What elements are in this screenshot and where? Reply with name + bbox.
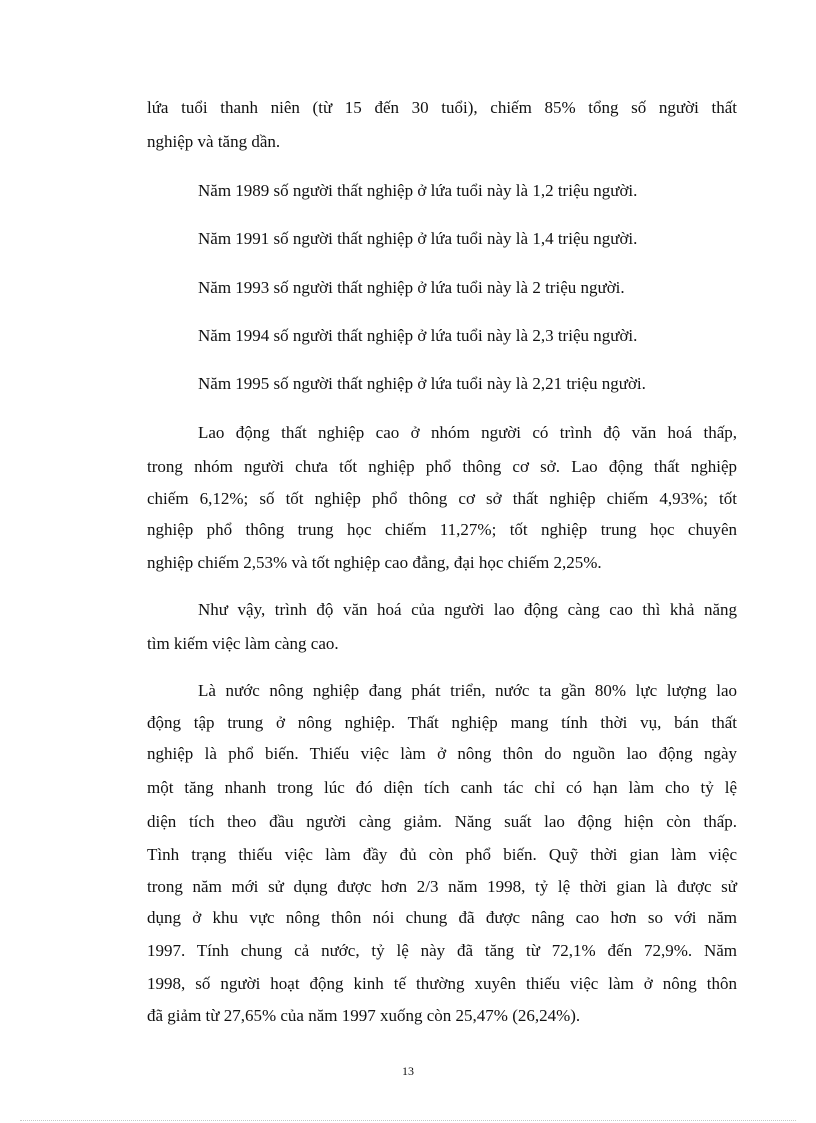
text-line: Lao động thất nghiệp cao ở nhóm người có trình độ văn hoá thấp, [198, 423, 737, 442]
text-line: diện tích theo đầu người càng giảm. Năng suất lao động hiện còn thấp. [147, 812, 737, 831]
text-line: nghiệp chiếm 2,53% và tốt nghiệp cao đẳng, đại học chiếm 2,25%. [147, 553, 602, 572]
text-line: nghiệp phổ thông trung học chiếm 11,27%; tốt nghiệp trung học chuyên [147, 520, 737, 539]
page-bottom-divider [20, 1120, 796, 1121]
text-line: trong nhóm người chưa tốt nghiệp phổ thông cơ sở. Lao động thất nghiệp [147, 457, 737, 476]
text-line: nghiệp và tăng dần. [147, 132, 281, 151]
text-line: nghiệp là phổ biến. Thiếu việc làm ở nông thôn do nguồn lao động ngày [147, 744, 737, 763]
page-number: 13 [402, 1064, 414, 1078]
list-line: Năm 1991 số người thất nghiệp ở lứa tuổi này là 1,4 triệu người. [198, 229, 638, 248]
list-line: Năm 1989 số người thất nghiệp ở lứa tuổi này là 1,2 triệu người. [198, 181, 638, 200]
text-line: dụng ở khu vực nông thôn nói chung đã được nâng cao hơn so với năm [147, 908, 737, 927]
text-line: Như vậy, trình độ văn hoá của người lao động càng cao thì khả năng [198, 600, 737, 619]
text-line: chiếm 6,12%; số tốt nghiệp phổ thông cơ sở thất nghiệp chiếm 4,93%; tốt [147, 489, 737, 508]
text-line: lứa tuổi thanh niên (từ 15 đến 30 tuổi), chiếm 85% tổng số người thất [147, 98, 737, 117]
list-line: Năm 1994 số người thất nghiệp ở lứa tuổi này là 2,3 triệu người. [198, 326, 638, 345]
list-line: Năm 1993 số người thất nghiệp ở lứa tuổi này là 2 triệu người. [198, 278, 625, 297]
text-line: 1998, số người hoạt động kinh tế thường xuyên thiếu việc làm ở nông thôn [147, 974, 737, 993]
text-line: 1997. Tính chung cả nước, tỷ lệ này đã tăng từ 72,1% đến 72,9%. Năm [147, 941, 737, 960]
text-line: đã giảm từ 27,65% của năm 1997 xuống còn 25,47% (26,24%). [147, 1006, 581, 1025]
text-line: một tăng nhanh trong lúc đó diện tích canh tác chỉ có hạn làm cho tỷ lệ [147, 778, 737, 797]
text-line: tìm kiếm việc làm càng cao. [147, 634, 339, 653]
text-line: trong năm mới sử dụng được hơn 2/3 năm 1998, tỷ lệ thời gian là được sử [147, 877, 737, 896]
list-line: Năm 1995 số người thất nghiệp ở lứa tuổi này là 2,21 triệu người. [198, 374, 646, 393]
text-line: động tập trung ở nông nghiệp. Thất nghiệp mang tính thời vụ, bán thất [147, 713, 737, 732]
text-line: Là nước nông nghiệp đang phát triển, nước ta gần 80% lực lượng lao [198, 681, 737, 700]
text-line: Tình trạng thiếu việc làm đầy đủ còn phổ biến. Quỹ thời gian làm việc [147, 845, 737, 864]
